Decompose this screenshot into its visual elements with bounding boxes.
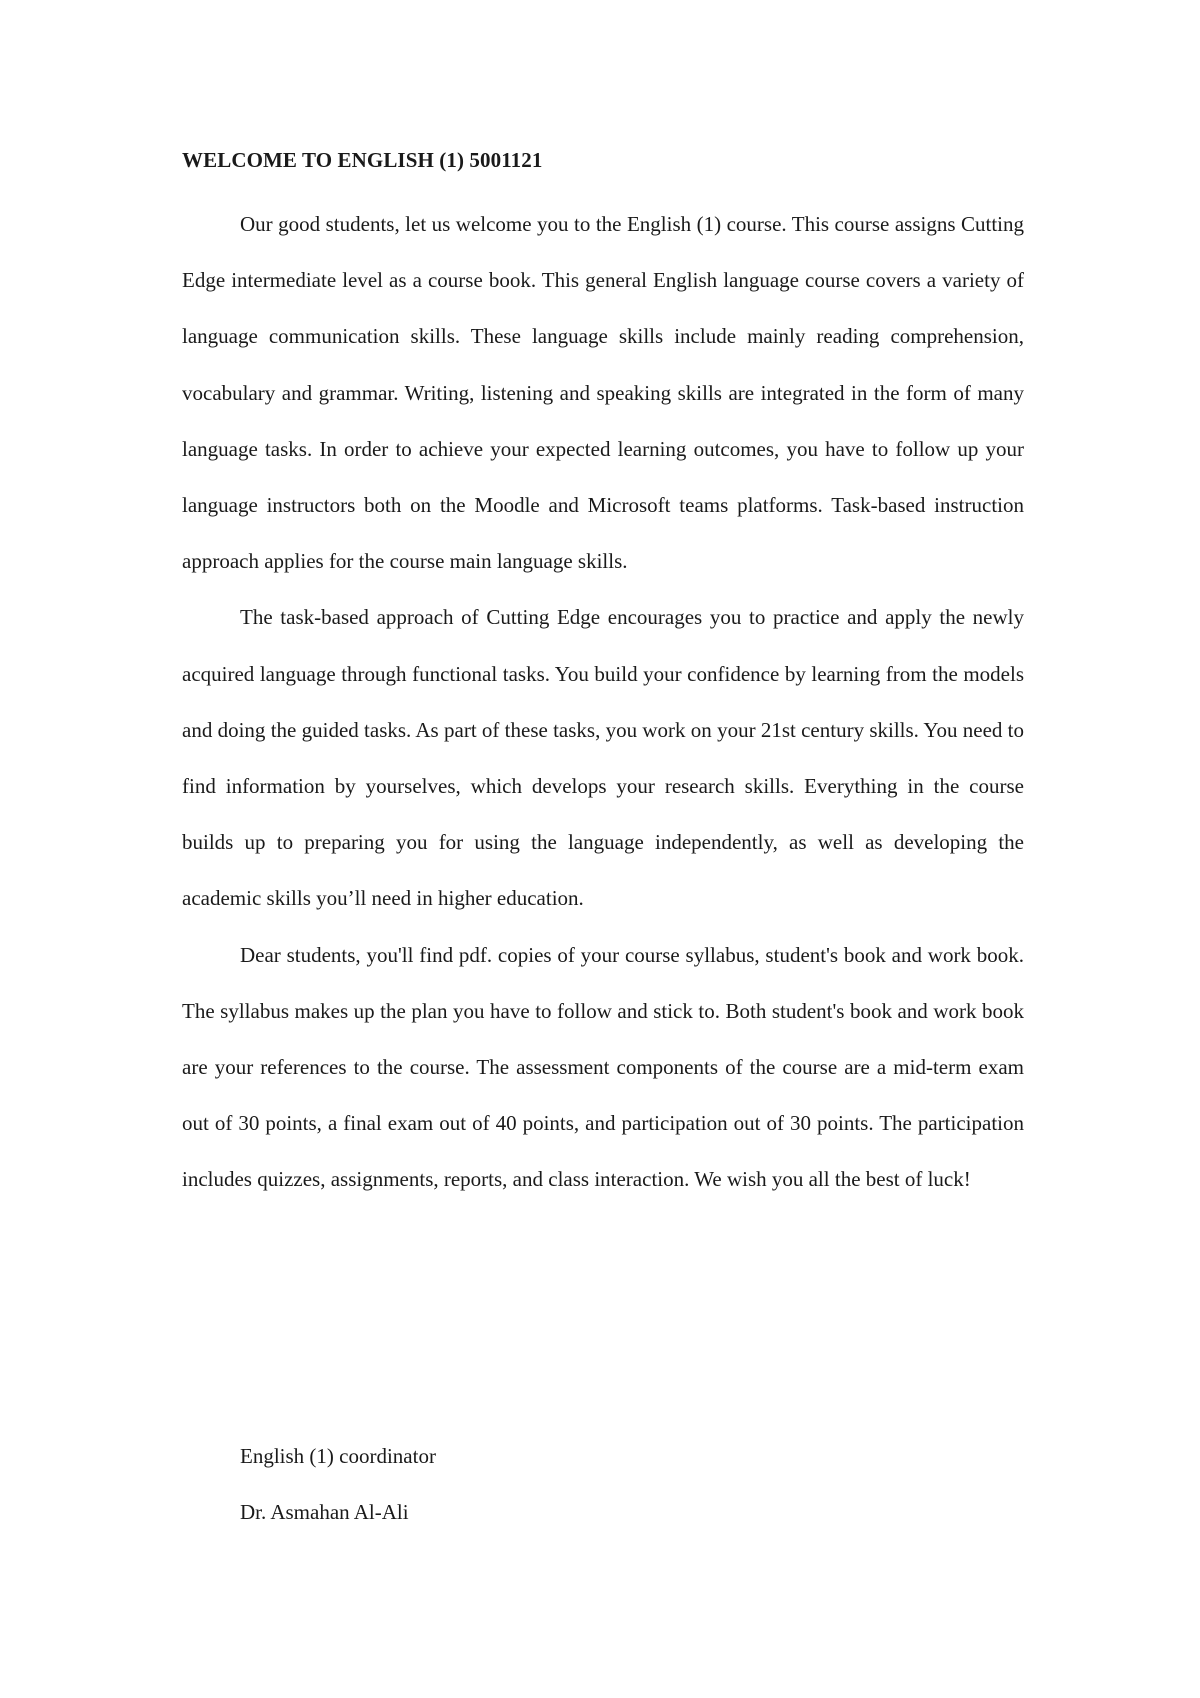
paragraph-welcome: Our good students, let us welcome you to the English (1) course. This course assigns Cutting Edge intermediate level as a course book. This general English language course covers a variety of language communication skills. These language skills include mainly reading comprehension, vocabulary and grammar. Writing, listening and speaking skills are integrated in the form of many language tasks. In order to achieve your expected learning outcomes, you have to follow up your language instructors both on the Moodle and Microsoft teams platforms. Task-based instruction approach applies for the course main language skills.: [182, 212, 1024, 574]
signature-block: [240, 1428, 436, 1540]
signature-role: English (1) coordinator: [240, 1444, 436, 1468]
document-body: [182, 146, 1024, 1208]
document-title: WELCOME TO ENGLISH (1) 5001121: [182, 148, 543, 172]
paragraph-course-materials: Dear students, you'll find pdf. copies of your course syllabus, student's book and work book. The syllabus makes up the plan you have to follow and stick to. Both student's book and work book are your references to the course. The assessment components of the course are a mid-term exam out of 30 points, a final exam out of 40 points, and participation out of 30 points. The participation includes quizzes, assignments, reports, and class interaction. We wish you all the best of luck!: [182, 942, 1024, 1192]
signature-name: Dr. Asmahan Al-Ali: [240, 1500, 409, 1524]
paragraph-task-based-approach: The task-based approach of Cutting Edge encourages you to practice and apply the newly acquired language through functional tasks. You build your confidence by learning from the models and doing the guided tasks. As part of these tasks, you work on your 21st century skills. You need to find information by yourselves, which develops your research skills. Everything in the course builds up to preparing you for using the language independently, as well as developing the academic skills you’ll need in higher education.: [182, 605, 1024, 911]
